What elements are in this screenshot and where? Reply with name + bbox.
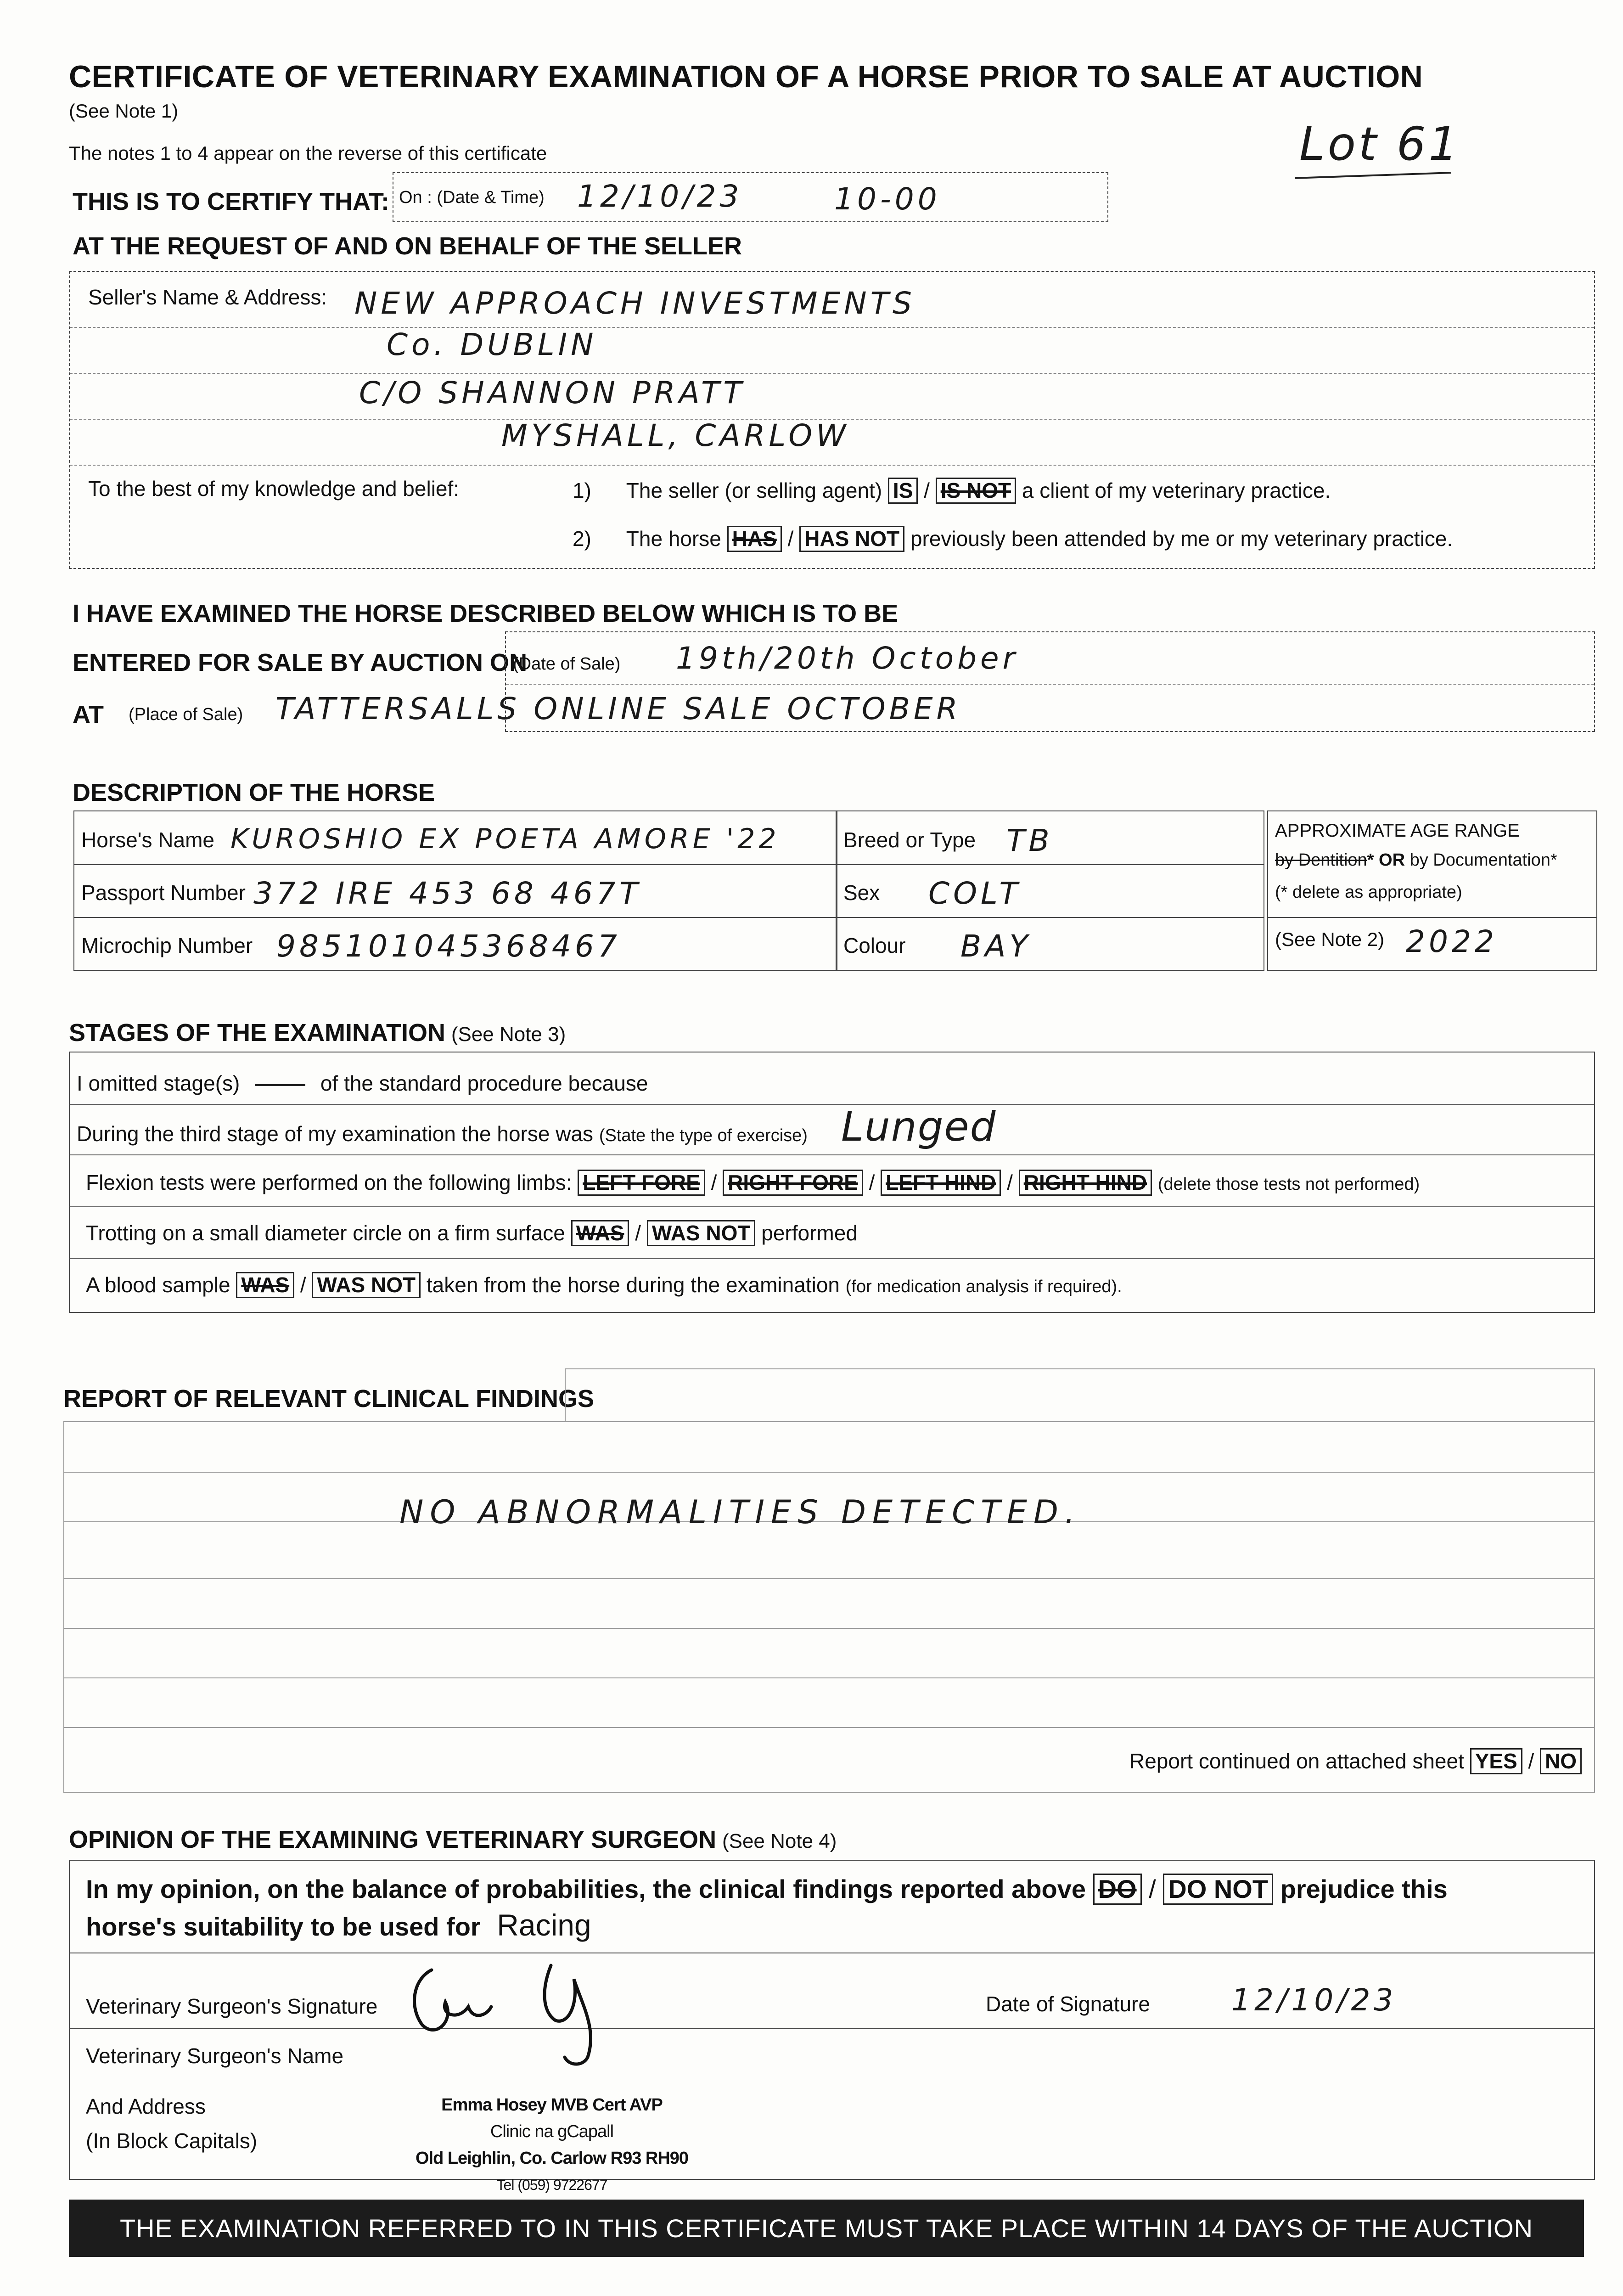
exam-time: 10-00	[834, 181, 941, 217]
seller-line-2: Co. DUBLIN	[387, 327, 597, 362]
report-continued: Report continued on attached sheet YES / NO	[1129, 1748, 1582, 1774]
stages-heading: STAGES OF THE EXAMINATION (See Note 3)	[69, 1019, 566, 1047]
microchip-value: 985101045368467	[276, 929, 621, 964]
option-is-not: IS NOT	[936, 478, 1016, 504]
omitted-row: I omitted stage(s) of the standard procedure because	[77, 1071, 648, 1095]
third-stage-row: During the third stage of my examination the horse was (State the type of exercise)	[77, 1122, 808, 1146]
sale-date-label: (Date of Sale)	[513, 654, 621, 674]
on-label: On : (Date & Time)	[399, 188, 545, 207]
seller-name-label: Seller's Name & Address:	[88, 285, 327, 309]
findings-heading: REPORT OF RELEVANT CLINICAL FINDINGS	[63, 1385, 595, 1412]
knowledge-label: To the best of my knowledge and belief:	[88, 477, 460, 501]
opinion-do-not: DO NOT	[1163, 1874, 1273, 1905]
seller-line-3: C/O SHANNON PRATT	[359, 375, 746, 411]
exam-date: 12/10/23	[577, 179, 743, 214]
breed-label: Breed or Type	[843, 828, 976, 852]
continued-yes: YES	[1470, 1748, 1522, 1774]
continued-no: NO	[1540, 1748, 1582, 1774]
opinion-line-2: horse's suitability to be used for Racing	[86, 1908, 591, 1942]
sex-value: COLT	[928, 876, 1022, 911]
passport-value: 372 IRE 453 68 467T	[253, 876, 642, 911]
seller-item-1: 1) The seller (or selling agent) IS / IS NOT a client of my veterinary practice.	[573, 478, 1331, 504]
opinion-statement: In my opinion, on the balance of probabilities, the clinical findings reported above DO / DO NOT prejudice this	[86, 1874, 1448, 1905]
age-method: by Dentition* OR by Documentation*	[1275, 850, 1557, 870]
seller-section	[69, 271, 1595, 569]
findings-box	[63, 1421, 1595, 1793]
description-heading: DESCRIPTION OF THE HORSE	[73, 779, 435, 806]
certificate-title: CERTIFICATE OF VETERINARY EXAMINATION OF A HORSE PRIOR TO SALE AT AUCTION	[69, 59, 1423, 94]
age-heading: APPROXIMATE AGE RANGE	[1275, 821, 1520, 841]
intended-use: Racing	[497, 1908, 591, 1942]
option-has-not: HAS NOT	[799, 526, 904, 552]
blood-was: WAS	[236, 1272, 294, 1298]
notes-text: The notes 1 to 4 appear on the reverse of this certificate	[69, 142, 547, 164]
block-capitals-label: (In Block Capitals)	[86, 2129, 258, 2153]
place-value: TATTERSALLS ONLINE SALE OCTOBER	[275, 691, 961, 726]
limb-right-hind: RIGHT HIND	[1019, 1170, 1152, 1196]
seller-item-2: 2) The horse HAS / HAS NOT previously been attended by me or my veterinary practice.	[573, 526, 1453, 552]
microchip-label: Microchip Number	[81, 934, 253, 957]
sale-heading-1: I HAVE EXAMINED THE HORSE DESCRIBED BELOW WHICH IS TO BE	[73, 600, 899, 627]
colour-label: Colour	[843, 934, 906, 957]
exam-datetime-box	[393, 172, 1108, 222]
sex-label: Sex	[843, 881, 880, 905]
sale-date-value: 19th/20th October	[676, 641, 1019, 676]
horse-details-box	[836, 810, 1264, 971]
opinion-box	[69, 1860, 1595, 2029]
flexion-row: Flexion tests were performed on the following limbs: LEFT FORE / RIGHT FORE / LEFT HIND / RIGHT HIND (delete those tests not performed)	[86, 1170, 1420, 1196]
date-of-signature-label: Date of Signature	[986, 1992, 1151, 2016]
footer-banner: THE EXAMINATION REFERRED TO IN THIS CERTIFICATE MUST TAKE PLACE WITHIN 14 DAYS OF THE AUCTION	[69, 2200, 1584, 2257]
blood-row: A blood sample WAS / WAS NOT taken from the horse during the examination (for medication analysis if required).	[86, 1272, 1122, 1298]
sale-heading-2: ENTERED FOR SALE BY AUCTION ON	[73, 649, 528, 676]
limb-right-fore: RIGHT FORE	[723, 1170, 863, 1196]
surgeon-box	[69, 2027, 1595, 2193]
exercise-value: Lunged	[841, 1103, 997, 1150]
age-range-box	[1267, 810, 1597, 971]
age-delete-note: (* delete as appropriate)	[1275, 883, 1462, 902]
colour-value: BAY	[960, 929, 1032, 964]
breed-value: TB	[1006, 823, 1053, 858]
limb-left-fore: LEFT FORE	[578, 1170, 705, 1196]
lot-underline	[1295, 172, 1451, 179]
option-has: HAS	[727, 526, 782, 552]
blood-was-not: WAS NOT	[312, 1272, 421, 1298]
seller-line-4: MYSHALL, CARLOW	[501, 418, 850, 453]
request-label: AT THE REQUEST OF AND ON BEHALF OF THE SELLER	[73, 232, 742, 260]
vet-stamp: Emma Hosey MVB Cert AVP Clinic na gCapall Old Leighlin, Co. Carlow R93 RH90 Tel (059) 9722677	[415, 2095, 689, 2193]
findings-text: NO ABNORMALITIES DETECTED.	[399, 1493, 1082, 1531]
trotting-was-not: WAS NOT	[647, 1220, 756, 1246]
passport-label: Passport Number	[81, 881, 246, 905]
age-value: 2022	[1406, 924, 1498, 959]
opinion-do: DO	[1093, 1874, 1142, 1905]
signature-label: Veterinary Surgeon's Signature	[86, 1994, 378, 2018]
limb-left-hind: LEFT HIND	[881, 1170, 1001, 1196]
option-is: IS	[888, 478, 918, 504]
seller-line-1: NEW APPROACH INVESTMENTS	[354, 286, 915, 321]
stages-box	[69, 1052, 1595, 1313]
horse-name-value: KUROSHIO EX POETA AMORE '22	[230, 823, 780, 855]
surgeon-name-label: Veterinary Surgeon's Name	[86, 2044, 344, 2068]
trotting-was: WAS	[571, 1220, 629, 1246]
horse-id-box	[73, 810, 837, 971]
certify-label: THIS IS TO CERTIFY THAT:	[73, 188, 390, 215]
date-of-signature-value: 12/10/23	[1231, 1982, 1397, 2018]
place-label: (Place of Sale)	[129, 705, 243, 724]
see-note-1: (See Note 1)	[69, 100, 179, 122]
age-note: (See Note 2)	[1275, 929, 1385, 950]
horse-name-label: Horse's Name	[81, 828, 214, 852]
address-label: And Address	[86, 2094, 206, 2118]
at-label: AT	[73, 701, 104, 728]
opinion-heading: OPINION OF THE EXAMINING VETERINARY SURGEON (See Note 4)	[69, 1826, 837, 1853]
trotting-row: Trotting on a small diameter circle on a firm surface WAS / WAS NOT performed	[86, 1220, 858, 1246]
lot-number: Lot 61	[1299, 117, 1461, 171]
